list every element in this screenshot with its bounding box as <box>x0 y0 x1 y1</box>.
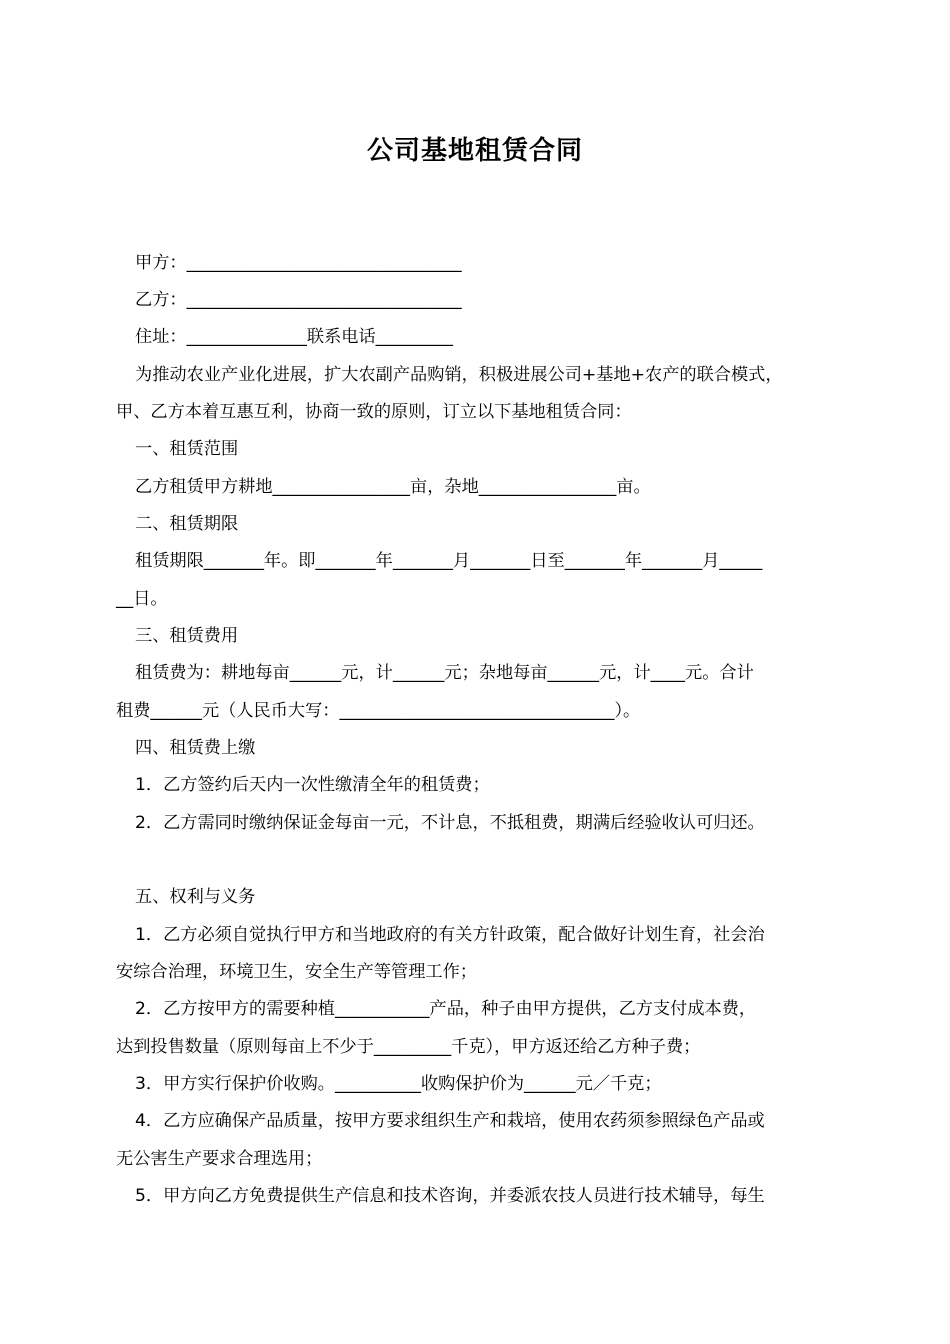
section-5-item-5-line-1: 5．甲方向乙方免费提供生产信息和技术咨询，并委派农技人员进行技术辅导，每生 <box>135 1186 765 1206</box>
section-5-item-3: 3．甲方实行保护价收购。__________收购保护价为______元／千克； <box>135 1074 662 1094</box>
preamble-line-1: 为推动农业产业化进展，扩大农副产品购销，积极进展公司+基地+农产的联合模式， <box>135 365 783 385</box>
section-3-heading: 三、租赁费用 <box>135 626 239 646</box>
party-b-line: 乙方：________________________________ <box>135 290 462 310</box>
party-a-line: 甲方：________________________________ <box>135 253 462 273</box>
section-2-line-1: 租赁期限_______年。即_______年_______月_______日至_______年_______月_____ <box>135 551 763 571</box>
section-4-item-2: 2．乙方需同时缴纳保证金每亩一元，不计息，不抵租费，期满后经验收认可归还。 <box>135 813 765 833</box>
section-3-line-2: 租费______元（人民币大写：________________________________）。 <box>116 701 641 721</box>
section-5-item-1-line-2: 安综合治理，环境卫生，安全生产等管理工作； <box>116 962 477 982</box>
section-5-item-2-line-2: 达到投售数量（原则每亩上不少于_________千克），甲方返还给乙方种子费； <box>116 1037 701 1057</box>
section-4-item-1: 1．乙方签约后天内一次性缴清全年的租赁费； <box>135 775 490 795</box>
preamble-line-2: 甲、乙方本着互惠互利，协商一致的原则，订立以下基地租赁合同： <box>116 402 632 422</box>
document-title: 公司基地租赁合同 <box>366 136 583 166</box>
section-1-heading: 一、租赁范围 <box>135 439 239 459</box>
section-5-item-4-line-2: 无公害生产要求合理选用； <box>116 1149 323 1169</box>
section-1-line-1: 乙方租赁甲方耕地________________亩，杂地________________亩。 <box>135 477 651 497</box>
section-2-line-2: __日。 <box>116 589 168 609</box>
section-5-heading: 五、权利与义务 <box>135 887 256 907</box>
section-5-item-1-line-1: 1．乙方必须自觉执行甲方和当地政府的有关方针政策，配合做好计划生育，社会治 <box>135 925 765 945</box>
section-5-item-2-line-1: 2．乙方按甲方的需要种植___________产品，种子由甲方提供，乙方支付成本费， <box>135 999 757 1019</box>
section-5-item-4-line-1: 4．乙方应确保产品质量，按甲方要求组织生产和栽培，使用农药须参照绿色产品或 <box>135 1111 765 1131</box>
section-2-heading: 二、租赁期限 <box>135 514 239 534</box>
section-4-heading: 四、租赁费上缴 <box>135 738 256 758</box>
section-3-line-1: 租赁费为：耕地每亩______元，计______元；杂地每亩______元，计____元。合计 <box>135 663 754 683</box>
address-phone-line: 住址：______________联系电话_________ <box>135 327 453 347</box>
